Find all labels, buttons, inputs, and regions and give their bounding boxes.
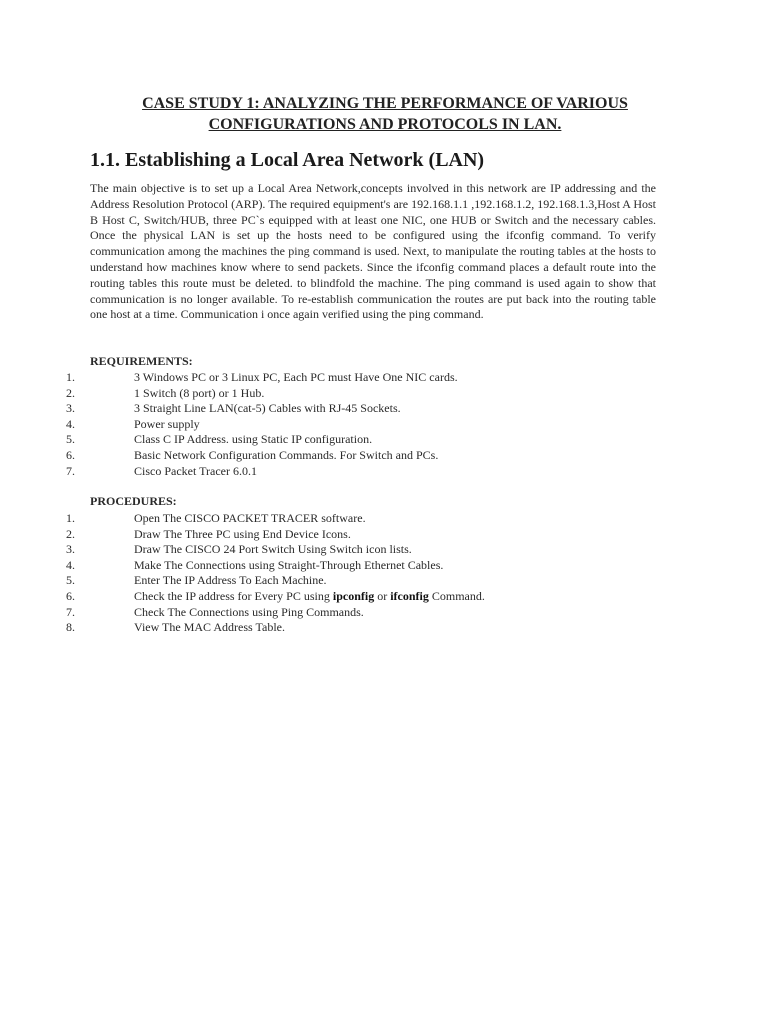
list-item xyxy=(0,589,768,605)
item-text: 3 Straight Line LAN(cat-5) Cables with RJ-45 Sockets. xyxy=(134,401,401,416)
item-number: 5. xyxy=(66,432,75,447)
list-item xyxy=(0,386,768,402)
item-text: 1 Switch (8 port) or 1 Hub. xyxy=(134,385,265,400)
item-text-before: Check the IP address for Every PC using xyxy=(134,588,333,603)
list-item xyxy=(0,417,768,433)
procedures-label: PROCEDURES: xyxy=(90,494,177,508)
item-text: Draw The CISCO 24 Port Switch Using Switch icon lists. xyxy=(134,542,412,557)
item-text: Class C IP Address. using Static IP configuration. xyxy=(134,432,373,447)
item-number: 8. xyxy=(66,620,75,635)
item-text: Power supply xyxy=(134,416,200,431)
list-item xyxy=(0,448,768,464)
item-text-mid: or xyxy=(374,588,391,603)
item-text: Open The CISCO PACKET TRACER software. xyxy=(134,511,366,525)
item-text: Enter The IP Address To Each Machine. xyxy=(134,573,327,588)
item-number: 1. xyxy=(66,370,75,384)
item-number: 3. xyxy=(66,542,75,557)
procedures-list xyxy=(0,511,768,636)
case-study-title xyxy=(60,93,710,135)
section-heading: 1.1. Establishing a Local Area Network (LAN) xyxy=(90,149,485,171)
item-text: Cisco Packet Tracer 6.0.1 xyxy=(134,463,257,478)
item-text: Draw The Three PC using End Device Icons. xyxy=(134,526,351,541)
requirements-label: REQUIREMENTS: xyxy=(90,354,193,368)
list-item xyxy=(0,573,768,589)
list-item xyxy=(0,464,768,480)
list-item xyxy=(0,558,768,574)
item-text: Basic Network Configuration Commands. For Switch and PCs. xyxy=(134,447,439,462)
item-number: 6. xyxy=(66,447,75,462)
item-text-after: Command. xyxy=(428,588,485,603)
requirements-list xyxy=(0,370,768,479)
ipconfig-command: ipconfig xyxy=(332,588,375,603)
list-item xyxy=(0,542,768,558)
item-text: View The MAC Address Table. xyxy=(134,620,285,635)
title-line-2: CONFIGURATIONS AND PROTOCOLS IN LAN. xyxy=(208,116,562,133)
item-text: Make The Connections using Straight-Through Ethernet Cables. xyxy=(134,557,444,572)
list-item xyxy=(0,401,768,417)
item-number: 6. xyxy=(66,588,75,603)
item-number: 2. xyxy=(66,526,75,541)
list-item xyxy=(0,511,768,527)
item-number: 1. xyxy=(66,511,75,525)
item-number: 7. xyxy=(66,463,75,478)
list-item xyxy=(0,527,768,543)
item-number: 4. xyxy=(66,557,75,572)
item-text xyxy=(134,589,485,605)
item-text: Check The Connections using Ping Commands. xyxy=(134,604,364,619)
item-text: 3 Windows PC or 3 Linux PC, Each PC must Have One NIC cards. xyxy=(134,370,458,384)
list-item xyxy=(0,370,768,386)
list-item xyxy=(0,432,768,448)
intro-paragraph: The main objective is to set up a Local Area Network,concepts involved in this network are IP addressing and the Address Resolution Protocol (ARP). The required equipment's are 192.168.1.1 ,192.168.1.2, 192.168.1.3,Host A Host B Host C, Switch/HUB, three PC`s equipped with at least one NIC, one HUB or Switch and the necessary cables. Once the physical LAN is set up the hosts need to be configured using the ifconfig command. To verify communication among the machines the ping command is used. Next, to manipulate the routing tables at the hosts to understand how machines know where to send packets. Since the ifconfig command places a default route into the routing tables this route must be deleted. to blindfold the machine. The ping command is used again to show that communication is no longer available. To re-establish communication the routes are put back into the routing table one host at a time. Communication i once again verified using the ping command. xyxy=(90,181,656,322)
item-number: 2. xyxy=(66,385,75,400)
item-number: 4. xyxy=(66,416,75,431)
item-number: 3. xyxy=(66,401,75,416)
ifconfig-command: ifconfig xyxy=(390,588,429,603)
item-number: 7. xyxy=(66,604,75,619)
title-line-1: CASE STUDY 1: ANALYZING THE PERFORMANCE OF VARIOUS xyxy=(142,95,628,112)
item-number: 5. xyxy=(66,573,75,588)
list-item xyxy=(0,620,768,636)
list-item xyxy=(0,605,768,621)
